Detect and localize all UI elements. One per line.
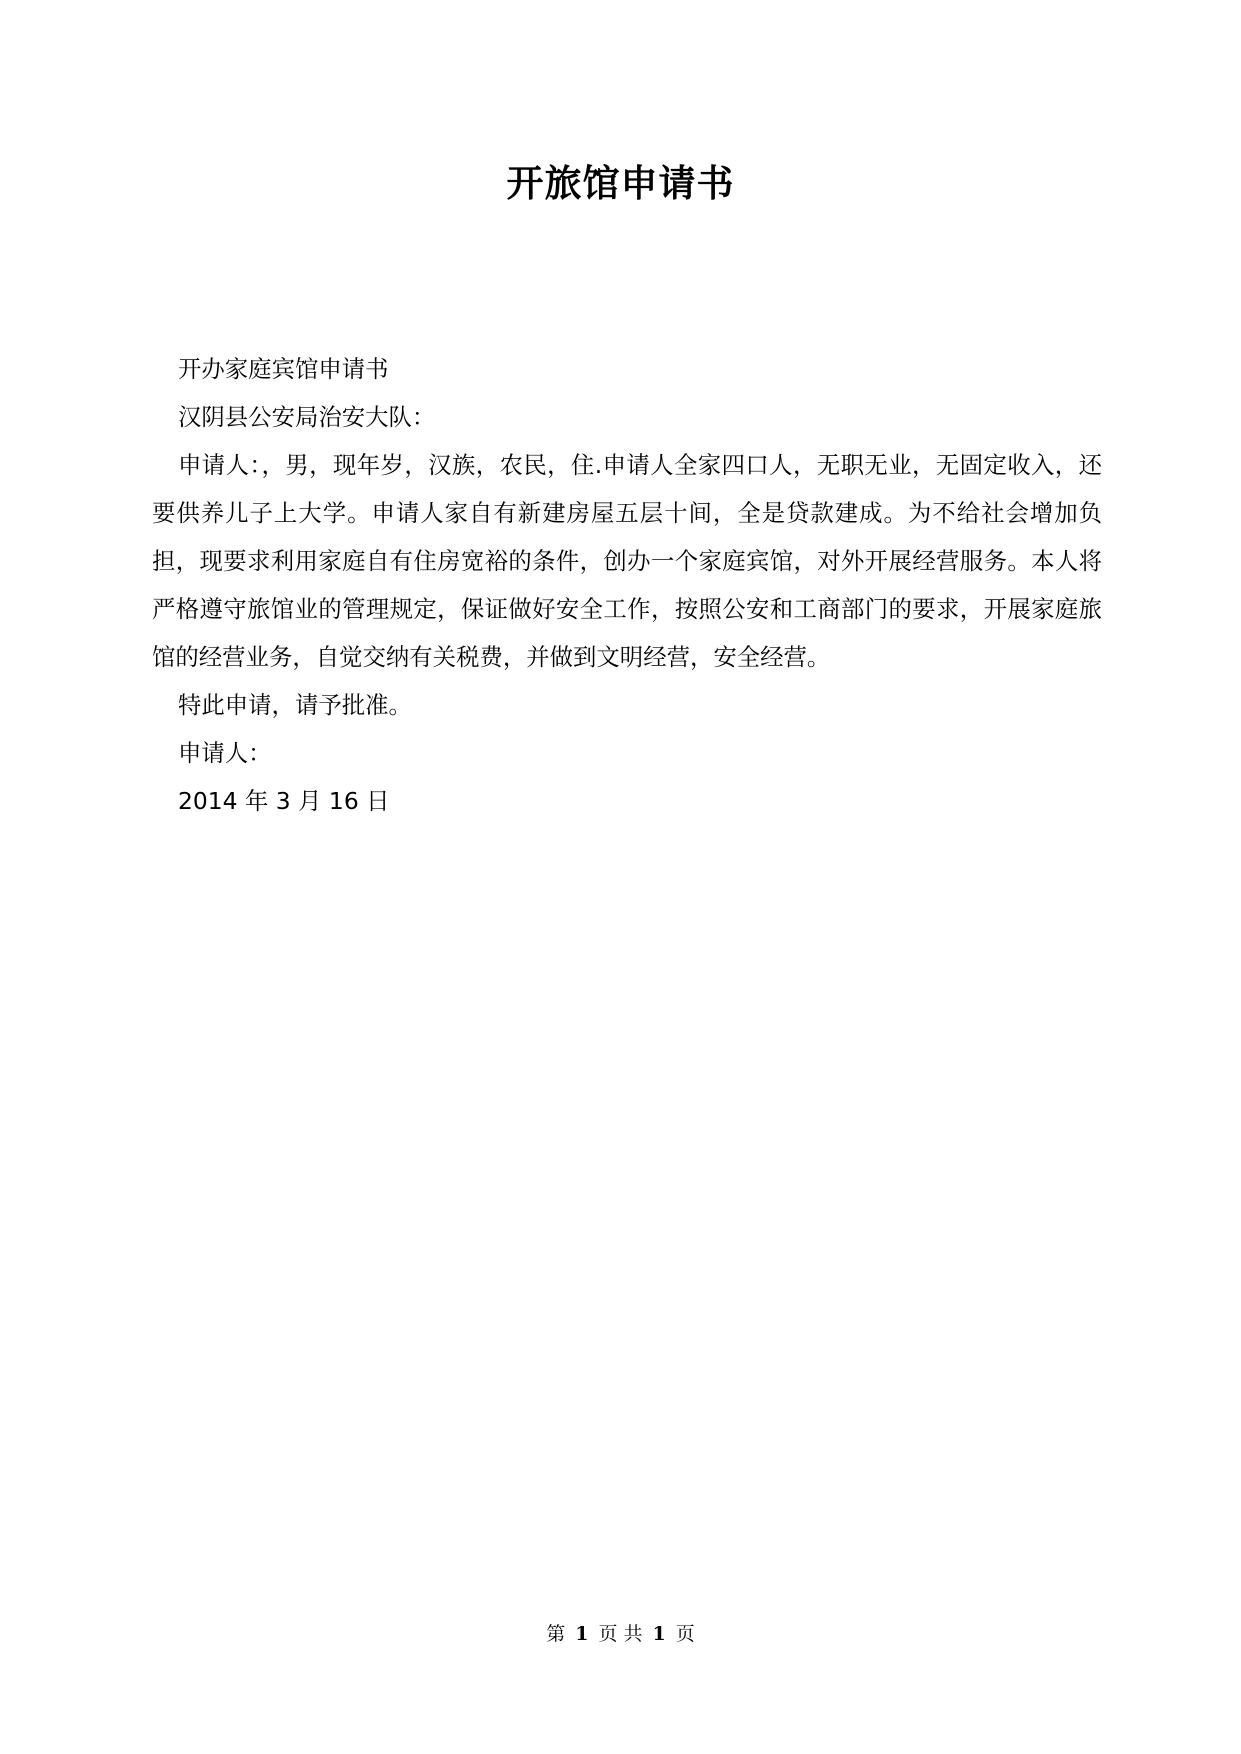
applicant-signature-line: 申请人： bbox=[178, 739, 272, 767]
footer-suffix: 页 bbox=[675, 1623, 695, 1645]
page-footer bbox=[0, 1621, 1241, 1647]
footer-total-pages: 1 bbox=[652, 1623, 666, 1645]
date-line: 2014 年 3 月 16 日 bbox=[178, 787, 390, 815]
footer-middle: 页 共 bbox=[598, 1623, 643, 1645]
main-paragraph: 申请人：，男，现年岁，汉族，农民，住.申请人全家四口人，无职无业，无固定收入，还要供养儿子上大学。申请人家自有新建房屋五层十间，全是贷款建成。为不给社会增加负担，现要求利用家庭自有住房宽裕的条件，创办一个家庭宾馆，对外开展经营服务。本人将严格遵守旅馆业的管理规定，保证做好安全工作，按照公安和工商部门的要求，开展家庭旅馆的经营业务，自觉交纳有关税费，并做到文明经营，安全经营。 bbox=[152, 451, 1102, 671]
subtitle-line: 开办家庭宾馆申请书 bbox=[178, 355, 389, 383]
document-title: 开旅馆申请书 bbox=[506, 162, 735, 205]
footer-prefix: 第 bbox=[546, 1623, 566, 1645]
closing-request-line: 特此申请，请予批准。 bbox=[178, 691, 412, 719]
footer-current-page: 1 bbox=[575, 1623, 589, 1645]
document-body bbox=[152, 345, 1102, 825]
addressee-line: 汉阴县公安局治安大队： bbox=[178, 403, 436, 431]
